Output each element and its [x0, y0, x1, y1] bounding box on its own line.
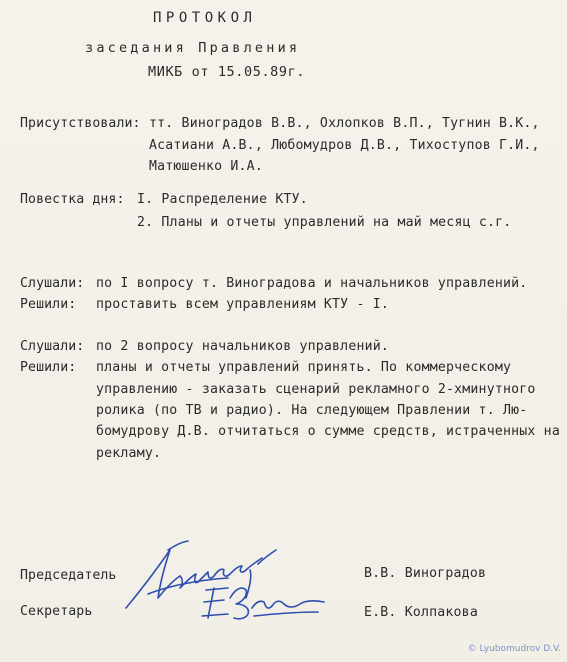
chair-name: В.В. Виноградов — [364, 566, 487, 581]
decided-line: бомудрову Д.В. отчитаться о сумме средств, истраченных на — [96, 424, 560, 439]
decided-line: планы и отчеты управлений принять. По коммерческому — [96, 360, 512, 375]
agenda-item: 2. Планы и отчеты управлений на май месяц с.г. — [137, 215, 512, 230]
chair-label: Председатель — [20, 568, 117, 583]
secretary-label: Секретарь — [20, 604, 93, 619]
heard-text: по I вопросу т. Виноградова и начальников управлений. — [96, 276, 528, 291]
agenda-label: Повестка дня: — [20, 192, 125, 207]
decided-text: проставить всем управлениям КТУ - I. — [96, 297, 390, 312]
attendance-label: Присутствовали: — [20, 116, 141, 131]
watermark: © Lyubomudrov D.V. — [467, 644, 561, 654]
heard-label: Слушали: — [20, 276, 85, 291]
attendance-line: тт. Виноградов В.В., Охлопков В.П., Тугнин В.К., — [149, 116, 540, 131]
heard-label: Слушали: — [20, 339, 85, 354]
decided-line: управлению - заказать сценарий рекламного 2-хминутного — [96, 382, 536, 397]
document-title: ПРОТОКОЛ — [153, 10, 257, 26]
org-date: МИКБ от 15.05.89г. — [148, 64, 306, 80]
secretary-signature — [194, 578, 334, 624]
secretary-name: Е.В. Колпакова — [364, 605, 478, 620]
decided-line: ролика (по ТВ и радио). На следующем Правлении т. Лю- — [96, 403, 528, 418]
decided-label: Решили: — [20, 297, 77, 312]
heard-text: по 2 вопросу начальников управлений. — [96, 339, 390, 354]
attendance-line: Асатиани А.В., Любомудров Д.В., Тихоступов Г.И., — [149, 138, 540, 153]
attendance-line: Матюшенко И.А. — [149, 159, 263, 174]
decided-label: Решили: — [20, 360, 77, 375]
decided-line: рекламу. — [96, 446, 162, 461]
agenda-item: I. Распределение КТУ. — [137, 192, 308, 207]
document-subtitle: заседания Правления — [85, 40, 301, 56]
